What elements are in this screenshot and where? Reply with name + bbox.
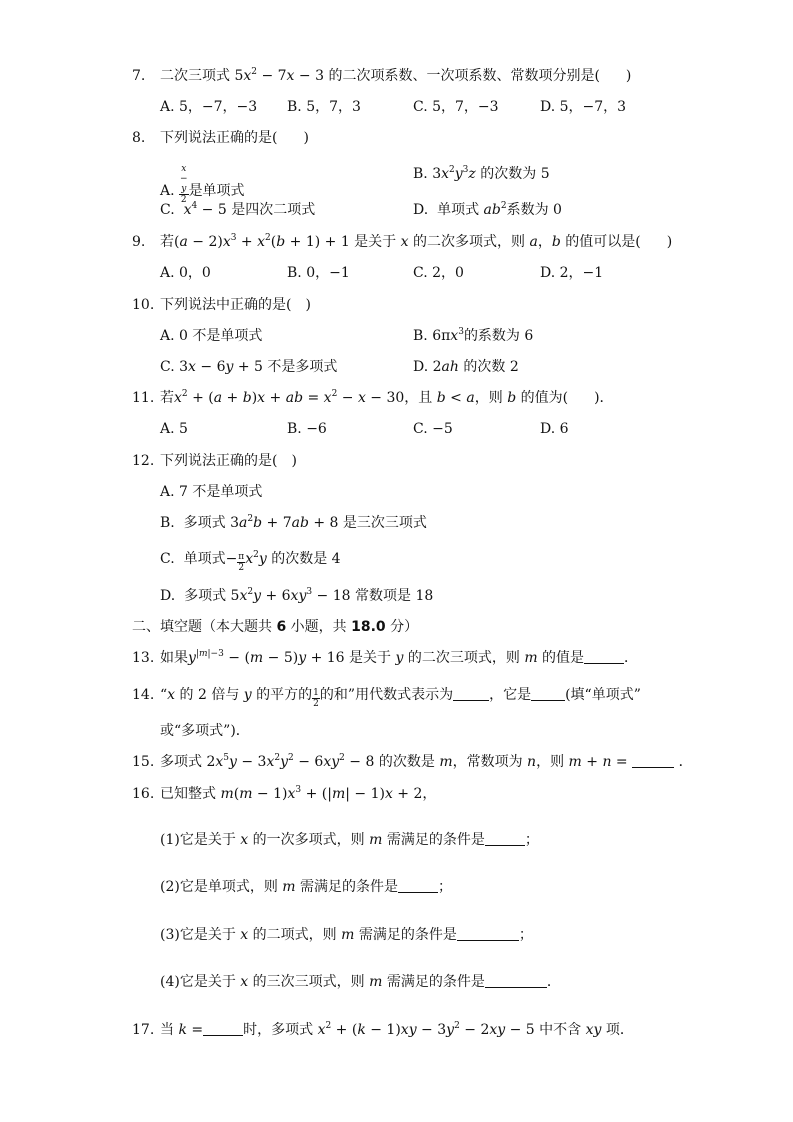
- option-d: D. 2ah 的次数 2: [413, 359, 519, 375]
- answer-blank[interactable]: [485, 831, 525, 846]
- answer-blank[interactable]: [485, 973, 547, 988]
- option-d: D. 多项式 $5x^2y + 6xy^3 - 18$ 常数项是 18: [160, 587, 434, 604]
- option-c: C. 5，7，−3: [413, 99, 499, 115]
- question-stem: 下列说法正确的是( ): [160, 130, 309, 146]
- option-b: B. $6\pi x^3$的系数为 6: [413, 327, 534, 344]
- option-a: A. 5，−7，−3: [160, 99, 258, 115]
- option-a: A. x − y 2 是单项式: [160, 164, 245, 205]
- option-c: C. −5: [413, 421, 453, 437]
- option-d: D. 单项式 $ab^2$系数为 0: [413, 201, 562, 218]
- option-a: A. 0，0: [160, 265, 211, 281]
- option-c: C. $x^4 - 5$ 是四次二项式: [160, 201, 316, 218]
- option-b: B. 5，7，3: [287, 99, 361, 115]
- option-a: A. 7 不是单项式: [160, 484, 263, 500]
- option-b: B. 0，−1: [287, 265, 350, 281]
- question-part-2: (2)它是单项式，则 m 需满足的条件是 ；: [160, 879, 453, 895]
- question-stem: 二次三项式 $5x^2 - 7x - 3$ 的二次项系数、一次项系数、常数项分别是( ): [160, 67, 632, 84]
- question-stem: “x 的 2 倍与 y 的平方的 $\frac{1}{2}$ 的和”用代数式表示为 ，它是 (填“单项式”: [160, 687, 641, 709]
- option-d: D. 6: [540, 421, 569, 437]
- question-number: 11.: [132, 390, 155, 406]
- question-number: 9.: [132, 234, 146, 250]
- question-stem: 当 k = 时，多项式 $x^2 + (k - 1)xy - 3y^2 - 2xy - 5$ 中不含 xy 项．: [160, 1021, 634, 1038]
- question-number: 10.: [132, 297, 155, 313]
- question-number: 8.: [132, 130, 146, 146]
- answer-blank[interactable]: [453, 686, 489, 701]
- option-b: B. −6: [287, 421, 327, 437]
- answer-blank[interactable]: [531, 686, 565, 701]
- option-a: A. 0 不是单项式: [160, 328, 263, 344]
- question-number: 13.: [132, 650, 155, 666]
- option-a: A. 5: [160, 421, 188, 437]
- question-number: 16.: [132, 786, 155, 802]
- question-part-1: (1)它是关于 x 的一次多项式，则 m 需满足的条件是 ；: [160, 832, 539, 848]
- option-c: C. 3x − 6y + 5 不是多项式: [160, 359, 338, 375]
- answer-blank[interactable]: [457, 926, 519, 941]
- option-d: D. 2，−1: [540, 265, 604, 281]
- answer-blank[interactable]: [398, 878, 438, 893]
- question-stem: 下列说法正确的是( ): [160, 453, 297, 469]
- question-stem: 已知整式 $m(m - 1)x^3 + (|m| - 1)x + 2$，: [160, 785, 437, 802]
- option-c: C. 2，0: [413, 265, 464, 281]
- option-c: C. 单项式− $\frac{\pi}{2}$ $x^2y$ 的次数是 4: [160, 550, 341, 573]
- question-stem: 若$(a - 2)x^3 + x^2(b + 1) + 1$ 是关于 x 的二次多项式，则 a，b 的值可以是( ): [160, 233, 673, 250]
- section-heading: 二、填空题（本大题共 6 小题，共 18.0 分）: [132, 619, 419, 635]
- answer-blank[interactable]: [632, 753, 674, 768]
- question-number: 7.: [132, 68, 146, 84]
- option-d: D. 5，−7，3: [540, 99, 627, 115]
- question-part-3: (3)它是关于 x 的二项式，则 m 需满足的条件是 ；: [160, 927, 533, 943]
- question-number: 14.: [132, 687, 155, 703]
- option-b: B. 多项式 $3a^2b + 7ab + 8$ 是三次三项式: [160, 514, 427, 531]
- answer-blank[interactable]: [584, 649, 624, 664]
- question-stem: 若$x^2 + (a + b)x$ + ab = $x^2 - x - 30$，且 b < a，则 b 的值为( )．: [160, 389, 614, 406]
- answer-blank[interactable]: [203, 1021, 243, 1036]
- question-number: 12.: [132, 453, 155, 469]
- question-part-4: (4)它是关于 x 的三次三项式，则 m 需满足的条件是 ．: [160, 974, 561, 990]
- question-stem: 多项式 $2x^5y - 3x^2y^2 - 6xy^2 - 8$ 的次数是 m，常数项为 n，则 m + n = ．: [160, 753, 693, 770]
- option-b: B. $3x^2y^3z$ 的次数为 5: [413, 165, 550, 182]
- question-stem: 如果$y^{|m|-3} - (m - 5)y + 16$ 是关于 y 的二次三项式，则 m 的值是 ．: [160, 649, 639, 666]
- question-number: 15.: [132, 754, 155, 770]
- question-stem-continued: 或“多项式”)．: [160, 723, 250, 739]
- question-stem: 下列说法中正确的是( ): [160, 297, 311, 313]
- question-number: 17.: [132, 1022, 155, 1038]
